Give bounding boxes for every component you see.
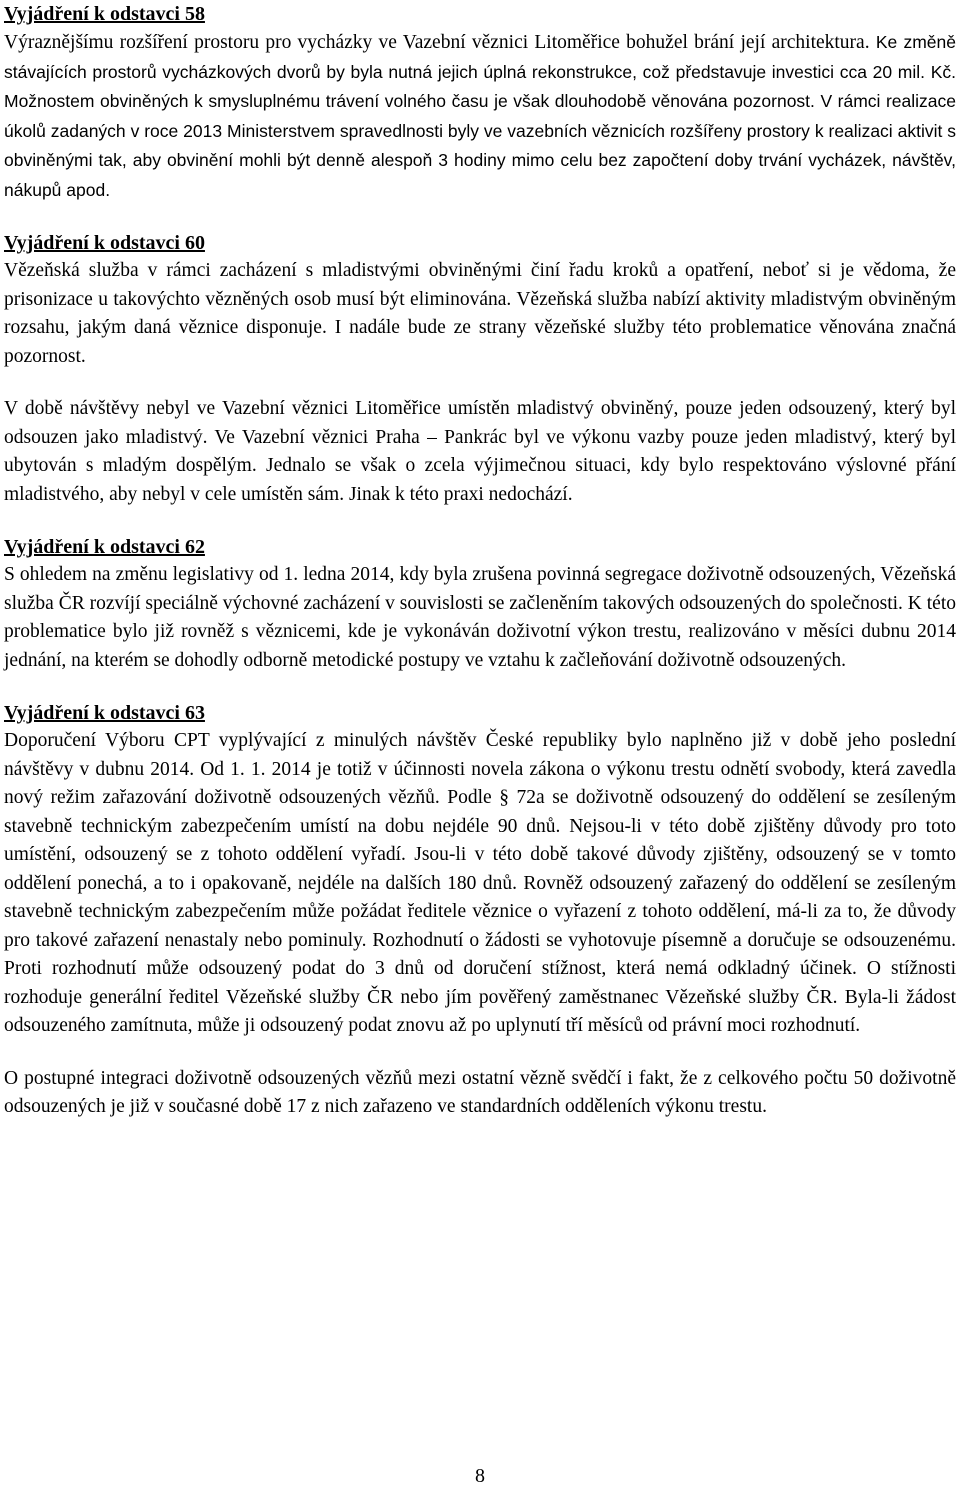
paragraph-text-sans: V rámci realizace úkolů zadaných v roce 2013 Ministerstvem spravedlnosti byly ve vazebních věznicích rozšířeny prostory k realizaci aktivit s obviněnými tak, aby obvinění mohli být denně alespoň 3 hodiny mimo celu bez započtení doby trvání vycházek, návštěv, nákupů apod. (4, 91, 956, 200)
section-63 (4, 699, 956, 1122)
section-heading: Vyjádření k odstavci 62 (4, 536, 205, 558)
paragraph (4, 28, 956, 205)
paragraph (4, 727, 956, 1041)
paragraph-text: V době návštěvy nebyl ve Vazební věznici Litoměřice umístěn mladistvý obviněný, pouze jeden odsouzený, který byl odsouzen jako mladistvý. Ve Vazební věznici Praha – Pankrác byl ve výkonu vazby pouze jeden mladistvý, který byl ubytován s mladým dospělým. Jednalo se však o zcela výjimečnou situaci, kdy bylo respektováno výslovné přání mladistvého, aby nebyl v cele umístěn sám. Jinak k této praxi nedochází. (4, 398, 956, 505)
paragraph (4, 1065, 956, 1122)
paragraph-text: Doporučení Výboru CPT vyplývající z minulých návštěv České republiky bylo naplněno již v době jeho poslední návštěvy v dubnu 2014. Od 1. 1. 2014 je totiž v účinnosti novela zákona o výkonu trestu odnětí svobody, která zavedla nový režim zařazování doživotně odsouzených vězňů. Podle § 72a se doživotně odsouzený do oddělení se zesíleným stavebně technickým zabezpečením umístí na dobu nejdéle 90 dnů. Nejsou-li v této době zjištěny důvody pro toto umístění, odsouzený se z tohoto oddělení vyřadí. Jsou-li v této době takové důvody zjištěny, odsouzený se v tomto oddělení ponechá, a to i opakovaně, nejdéle na dalších 180 dnů. Rovněž odsouzený zařazený do oddělení se zesíleným stavebně technickým zabezpečením může požádat ředitele věznice o vyřazení z tohoto oddělení, má-li za to, že důvody pro takové zařazení nenastaly nebo pominuly. Rozhodnutí o žádosti se vyhotovuje písemně a doručuje se odsouzenému. Proti rozhodnutí může odsouzený podat do 3 dnů od doručení stížnost, která nemá odkladný účinek. O stížnosti rozhoduje generální ředitel Vězeňské služby ČR nebo jím pověřený zaměstnanec Vězeňské služby ČR. Byla-li žádost odsouzeného zamítnuta, může ji odsouzený podat znovu až po uplynutí tří měsíců od právní moci rozhodnutí. (4, 730, 956, 1036)
section-heading: Vyjádření k odstavci 60 (4, 232, 205, 254)
section-heading: Vyjádření k odstavci 58 (4, 3, 205, 25)
paragraph-text: S ohledem na změnu legislativy od 1. ledna 2014, kdy byla zrušena povinná segregace doživotně odsouzených, Vězeňská služba ČR rozvíjí speciálně výchovné zacházení v souvislosti se začleněním takových odsouzených do společnosti. K této problematice bylo již rovněž s věznicemi, kde je vykonáván doživotní výkon trestu, realizováno v měsíci dubnu 2014 jednání, na kterém se dohodly odborně metodické postupy ve vztahu k začleňování doživotně odsouzených. (4, 564, 956, 671)
document-page (4, 0, 956, 1122)
paragraph-text-sans: Ke změně stávajících prostorů vycházkových dvorů by byla nutná jejich úplná rekonstrukce, což představuje investici cca 20 mil. Kč. Možnostem obviněných k smysluplnému trávení volného času je však dlouhodobě věnována pozornost. (4, 32, 956, 111)
paragraph (4, 395, 956, 509)
paragraph (4, 561, 956, 675)
page-number: 8 (475, 1465, 485, 1487)
paragraph-text: O postupné integraci doživotně odsouzených vězňů mezi ostatní vězně svědčí i fakt, že z celkového počtu 50 doživotně odsouzených je již v současné době 17 z nich zařazeno ve standardních odděleních výkonu trestu. (4, 1067, 956, 1117)
paragraph-text: Vězeňská služba v rámci zacházení s mladistvými obviněnými činí řadu kroků a opatření, neboť si je vědoma, že prisonizace u takovýchto vězněných osob musí být eliminována. Vězeňská služba nabízí aktivity mladistvým obviněným rozsahu, jakým daná věznice disponuje. I nadále bude ze strany vězeňské služby této problematice věnována značná pozornost. (4, 260, 956, 367)
section-60 (4, 229, 956, 509)
paragraph-text: Výraznějšímu rozšíření prostoru pro vycházky ve Vazební věznici Litoměřice bohužel brání její architektura. (4, 32, 876, 53)
paragraph (4, 257, 956, 371)
section-58 (4, 0, 956, 205)
section-heading: Vyjádření k odstavci 63 (4, 702, 205, 724)
section-62 (4, 533, 956, 675)
